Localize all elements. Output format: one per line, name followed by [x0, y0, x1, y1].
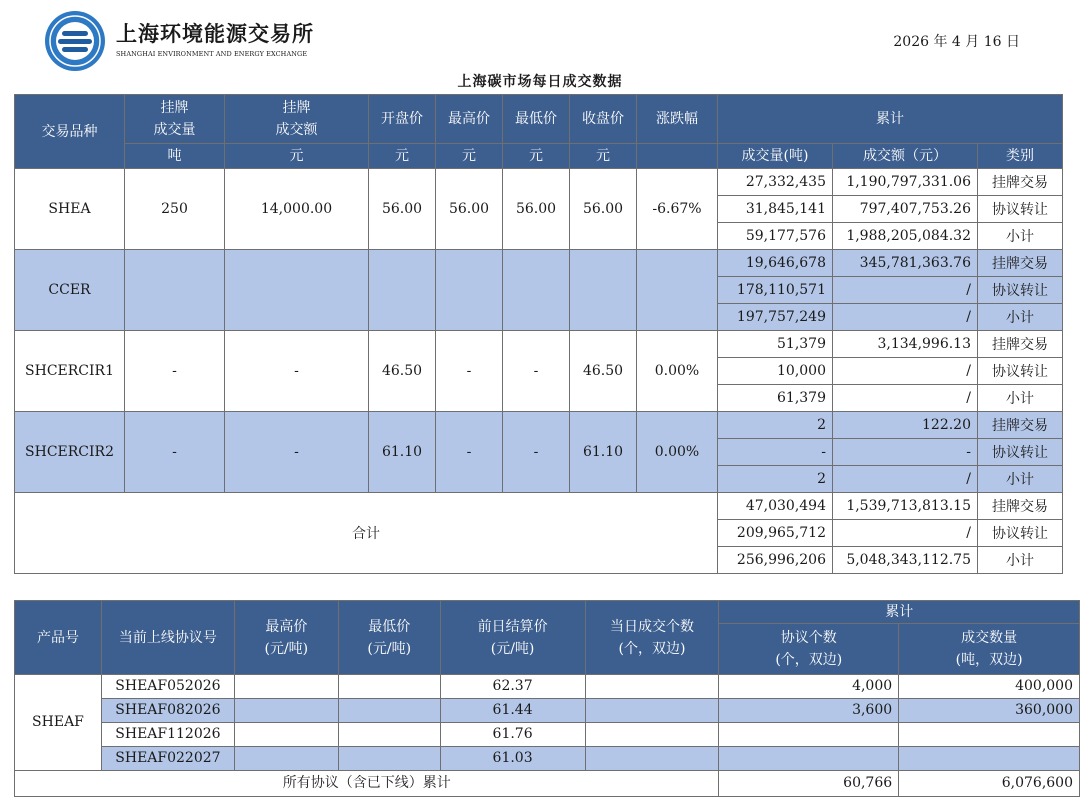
low-price	[503, 250, 570, 331]
contract-code: SHEAF052026	[101, 675, 234, 699]
cum-amount: /	[833, 466, 978, 493]
all-contracts-total-label: 所有协议（含已下线）累计	[15, 771, 719, 797]
high-price: -	[436, 331, 503, 412]
table-row	[15, 250, 1063, 277]
high-price: 56.00	[436, 169, 503, 250]
table-row	[15, 675, 1080, 699]
total-amount: /	[833, 520, 978, 547]
settle-price: 61.76	[440, 723, 585, 747]
header-cum-count-line1: 协议个数	[780, 630, 837, 646]
cum-volume: 51,379	[718, 331, 833, 358]
cum-amount: 345,781,363.76	[833, 250, 978, 277]
cum-count	[719, 723, 899, 747]
cum-amount: 797,407,753.26	[833, 196, 978, 223]
high-price	[436, 250, 503, 331]
header-count	[585, 601, 719, 675]
close-price: 56.00	[570, 169, 637, 250]
low-price	[338, 699, 440, 723]
category: 小计	[978, 466, 1063, 493]
listed-amount: 14,000.00	[225, 169, 369, 250]
low-price	[338, 747, 440, 771]
settle-price: 61.44	[440, 699, 585, 723]
total-category: 协议转让	[978, 520, 1063, 547]
high-price	[234, 747, 338, 771]
daily-count	[585, 723, 719, 747]
table-row	[15, 331, 1063, 358]
org-name-en: SHANGHAI ENVIRONMENT AND ENERGY EXCHANGE	[116, 50, 308, 58]
daily-count	[585, 675, 719, 699]
header-low	[338, 601, 440, 675]
cum-volume: 197,757,249	[718, 304, 833, 331]
listed-volume: -	[125, 331, 225, 412]
cum-volume: 27,332,435	[718, 169, 833, 196]
daily-count	[585, 699, 719, 723]
header-cumulative: 累计	[719, 601, 1080, 624]
category: 挂牌交易	[978, 250, 1063, 277]
product-name: CCER	[15, 250, 125, 331]
cum-amount: 3,134,996.13	[833, 331, 978, 358]
total-amount: 5,048,343,112.75	[833, 547, 978, 574]
table-row	[15, 412, 1063, 439]
category: 挂牌交易	[978, 331, 1063, 358]
header-high-line1: 最高价	[265, 618, 308, 635]
contract-code: SHEAF112026	[101, 723, 234, 747]
cum-count	[719, 747, 899, 771]
header-cum-amount: 成交额（元）	[833, 144, 978, 169]
product-name: SHCERCIR2	[15, 412, 125, 493]
header-listed-volume	[125, 95, 225, 144]
table-row	[15, 723, 1080, 747]
price-change	[637, 250, 718, 331]
cum-amount: /	[833, 277, 978, 304]
total-volume: 209,965,712	[718, 520, 833, 547]
category: 挂牌交易	[978, 169, 1063, 196]
daily-count	[585, 747, 719, 771]
sheaf-contract-table	[14, 600, 1080, 797]
close-price: 46.50	[570, 331, 637, 412]
header-count-line2: (个，双边)	[618, 640, 686, 657]
open-price: 56.00	[369, 169, 436, 250]
table-row	[15, 169, 1063, 196]
page-title: 上海碳市场每日成交数据	[457, 74, 623, 90]
cum-amount: /	[833, 304, 978, 331]
contract-code: SHEAF022027	[101, 747, 234, 771]
cum-volume: -	[718, 439, 833, 466]
low-price	[338, 723, 440, 747]
listed-volume	[125, 250, 225, 331]
cum-qty: 360,000	[899, 699, 1080, 723]
header-settle-line2: (元/吨)	[490, 640, 535, 657]
category: 挂牌交易	[978, 412, 1063, 439]
total-row	[15, 771, 1080, 797]
cum-amount: /	[833, 385, 978, 412]
total-category: 挂牌交易	[978, 493, 1063, 520]
unit-yuan-low: 元	[503, 144, 570, 169]
total-label: 合计	[15, 493, 718, 574]
open-price: 46.50	[369, 331, 436, 412]
low-price	[338, 675, 440, 699]
table-row	[15, 747, 1080, 771]
header-category: 类别	[978, 144, 1063, 169]
cum-volume: 2	[718, 412, 833, 439]
header-high	[234, 601, 338, 675]
cum-amount: -	[833, 439, 978, 466]
unit-ton: 吨	[125, 144, 225, 169]
listed-amount: -	[225, 331, 369, 412]
header-high: 最高价	[436, 95, 503, 144]
category: 小计	[978, 304, 1063, 331]
high-price	[234, 675, 338, 699]
header-listed-amount-line2: 成交额	[275, 122, 318, 138]
cum-amount: /	[833, 358, 978, 385]
header-listed-volume-line1: 挂牌	[160, 100, 189, 116]
total-cum-count: 60,766	[719, 771, 899, 797]
cum-count: 4,000	[719, 675, 899, 699]
header-cum-qty-line1: 成交数量	[961, 630, 1018, 646]
unit-yuan-amount: 元	[225, 144, 369, 169]
total-category: 小计	[978, 547, 1063, 574]
unit-change-empty	[637, 144, 718, 169]
cum-amount: 1,190,797,331.06	[833, 169, 978, 196]
settle-price: 61.03	[440, 747, 585, 771]
header-product-code: 产品号	[15, 601, 102, 675]
total-amount: 1,539,713,813.15	[833, 493, 978, 520]
header-close: 收盘价	[570, 95, 637, 144]
high-price: -	[436, 412, 503, 493]
category: 小计	[978, 385, 1063, 412]
category: 协议转让	[978, 277, 1063, 304]
header-cumulative: 累计	[718, 95, 1063, 144]
category: 小计	[978, 223, 1063, 250]
product-code: SHEAF	[15, 675, 102, 771]
table-row	[15, 699, 1080, 723]
header-low-line1: 最低价	[368, 618, 411, 635]
report-date: 2026 年 4 月 16 日	[893, 34, 1020, 50]
price-change: 0.00%	[637, 412, 718, 493]
header-high-line2: (元/吨)	[264, 640, 309, 657]
header-cum-qty	[899, 624, 1080, 675]
category: 协议转让	[978, 439, 1063, 466]
low-price: -	[503, 412, 570, 493]
total-volume: 47,030,494	[718, 493, 833, 520]
cum-volume: 59,177,576	[718, 223, 833, 250]
listed-amount: -	[225, 412, 369, 493]
header-cum-count	[719, 624, 899, 675]
open-price	[369, 250, 436, 331]
total-volume: 256,996,206	[718, 547, 833, 574]
header-cum-volume: 成交量(吨)	[718, 144, 833, 169]
product-name: SHEA	[15, 169, 125, 250]
cum-qty: 400,000	[899, 675, 1080, 699]
header-listed-amount	[225, 95, 369, 144]
header-listed-amount-line1: 挂牌	[282, 100, 311, 116]
header-contract: 当前上线协议号	[101, 601, 234, 675]
high-price	[234, 723, 338, 747]
price-change: -6.67%	[637, 169, 718, 250]
close-price: 61.10	[570, 412, 637, 493]
product-name: SHCERCIR1	[15, 331, 125, 412]
cum-volume: 61,379	[718, 385, 833, 412]
cum-volume: 178,110,571	[718, 277, 833, 304]
total-cum-qty: 6,076,600	[899, 771, 1080, 797]
listed-volume: 250	[125, 169, 225, 250]
close-price	[570, 250, 637, 331]
cum-amount: 1,988,205,084.32	[833, 223, 978, 250]
cum-volume: 2	[718, 466, 833, 493]
daily-trading-table	[14, 94, 1063, 574]
open-price: 61.10	[369, 412, 436, 493]
header-cum-count-line2: (个，双边)	[775, 652, 843, 668]
contract-code: SHEAF082026	[101, 699, 234, 723]
header-low-line2: (元/吨)	[367, 640, 412, 657]
header-count-line1: 当日成交个数	[609, 618, 694, 635]
shanghai-exchange-logo-icon	[44, 10, 106, 72]
listed-amount	[225, 250, 369, 331]
cum-qty	[899, 747, 1080, 771]
low-price: -	[503, 331, 570, 412]
org-name: 上海环境能源交易所	[116, 21, 314, 46]
header-change: 涨跌幅	[637, 95, 718, 144]
header-open: 开盘价	[369, 95, 436, 144]
header-product: 交易品种	[15, 95, 125, 169]
header-cum-qty-line2: (吨，双边)	[955, 652, 1023, 668]
cum-volume: 19,646,678	[718, 250, 833, 277]
category: 协议转让	[978, 358, 1063, 385]
cum-volume: 31,845,141	[718, 196, 833, 223]
header-settle	[440, 601, 585, 675]
price-change: 0.00%	[637, 331, 718, 412]
cum-qty	[899, 723, 1080, 747]
unit-yuan-high: 元	[436, 144, 503, 169]
unit-yuan-open: 元	[369, 144, 436, 169]
high-price	[234, 699, 338, 723]
exchange-logo	[44, 10, 344, 70]
header-listed-volume-line2: 成交量	[153, 122, 196, 138]
cum-amount: 122.20	[833, 412, 978, 439]
listed-volume: -	[125, 412, 225, 493]
settle-price: 62.37	[440, 675, 585, 699]
unit-yuan-close: 元	[570, 144, 637, 169]
cum-volume: 10,000	[718, 358, 833, 385]
header-low: 最低价	[503, 95, 570, 144]
total-row	[15, 493, 1063, 520]
header-settle-line1: 前日结算价	[477, 618, 548, 635]
cum-count: 3,600	[719, 699, 899, 723]
low-price: 56.00	[503, 169, 570, 250]
category: 协议转让	[978, 196, 1063, 223]
